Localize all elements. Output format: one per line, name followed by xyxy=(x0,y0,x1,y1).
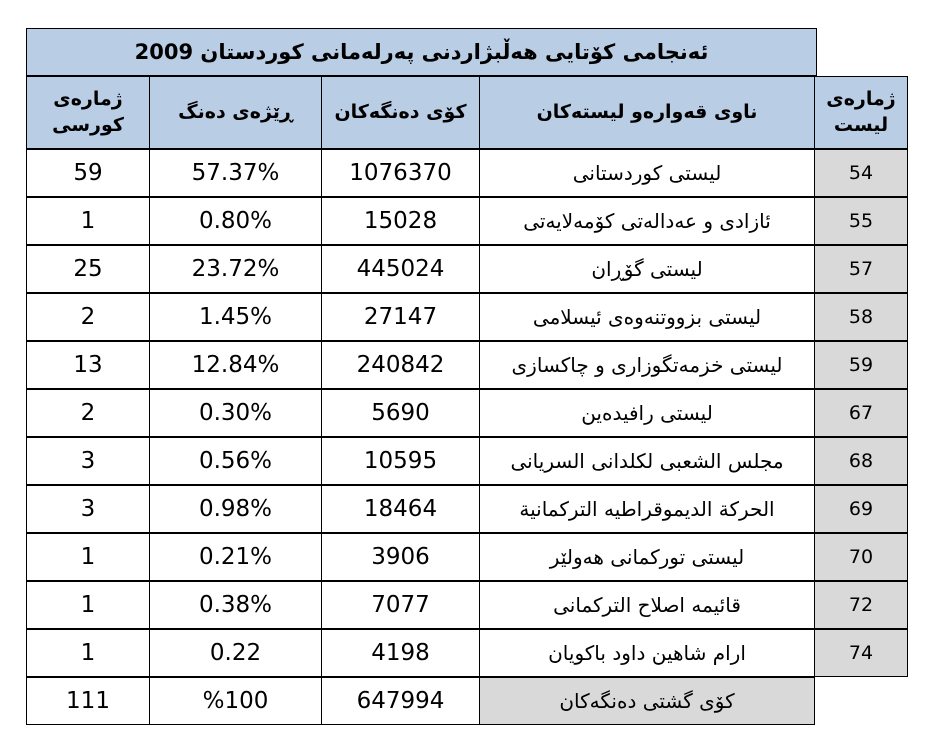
list-number-cell: 59 xyxy=(814,341,908,389)
list-number-cell: 58 xyxy=(814,293,908,341)
seats-cell: 1 xyxy=(26,197,150,245)
seats-cell: 25 xyxy=(26,245,150,293)
votes-cell: 240842 xyxy=(321,341,480,389)
header-seats: ژمارەی کورسی xyxy=(26,76,150,149)
votes-cell: 1076370 xyxy=(321,149,480,197)
list-number-cell: 74 xyxy=(814,629,908,677)
header-name: ناوی قەوارەو لیستەکان xyxy=(479,76,815,149)
list-number-cell: 57 xyxy=(814,245,908,293)
percent-cell: 0.80% xyxy=(149,197,322,245)
votes-cell: 445024 xyxy=(321,245,480,293)
votes-cell: 15028 xyxy=(321,197,480,245)
votes-cell: 10595 xyxy=(321,437,480,485)
list-name-cell: ارام شاهین داود باکویان xyxy=(479,629,815,677)
seats-cell: 2 xyxy=(26,293,150,341)
list-number-cell: 54 xyxy=(814,149,908,197)
total-seats-cell: 111 xyxy=(26,677,150,725)
list-number-cell: 70 xyxy=(814,533,908,581)
votes-cell: 3906 xyxy=(321,533,480,581)
list-name-cell: الحرکة الدیموقراطیه الترکمانیة xyxy=(479,485,815,533)
list-name-cell: لیستی گۆڕان xyxy=(479,245,815,293)
seats-cell: 59 xyxy=(26,149,150,197)
percent-cell: 23.72% xyxy=(149,245,322,293)
list-name-cell: لیستی رافیدەین xyxy=(479,389,815,437)
seats-cell: 3 xyxy=(26,437,150,485)
list-number-cell: 69 xyxy=(814,485,908,533)
percent-cell: 12.84% xyxy=(149,341,322,389)
votes-cell: 5690 xyxy=(321,389,480,437)
total-percent-cell: %100 xyxy=(149,677,322,725)
seats-cell: 3 xyxy=(26,485,150,533)
list-name-cell: لیستی بزووتنەوەی ئیسلامی xyxy=(479,293,815,341)
percent-cell: 1.45% xyxy=(149,293,322,341)
votes-cell: 7077 xyxy=(321,581,480,629)
seats-cell: 13 xyxy=(26,341,150,389)
percent-cell: 57.37% xyxy=(149,149,322,197)
total-label-cell: کۆی گشتی دەنگەکان xyxy=(479,677,815,725)
list-number-cell: 55 xyxy=(814,197,908,245)
percent-cell: 0.38% xyxy=(149,581,322,629)
seats-cell: 1 xyxy=(26,533,150,581)
header-list-no: ژمارەی لیست xyxy=(814,76,908,149)
list-number-cell: 68 xyxy=(814,437,908,485)
table-title: ئەنجامی کۆتایی هەڵبژاردنی پەرلەمانی کوردستان 2009 xyxy=(26,28,817,76)
list-number-cell: 67 xyxy=(814,389,908,437)
list-name-cell: ئازادی و عەدالەتی کۆمەلایەتی xyxy=(479,197,815,245)
list-name-cell: قائیمه اصلاح الترکمانی xyxy=(479,581,815,629)
seats-cell: 1 xyxy=(26,581,150,629)
list-name-cell: لیستی کوردستانی xyxy=(479,149,815,197)
list-number-cell: 72 xyxy=(814,581,908,629)
seats-cell: 2 xyxy=(26,389,150,437)
percent-cell: 0.22 xyxy=(149,629,322,677)
votes-cell: 18464 xyxy=(321,485,480,533)
list-name-cell: لیستی خزمەتگوزاری و چاکسازی xyxy=(479,341,815,389)
header-votes: کۆی دەنگەکان xyxy=(321,76,480,149)
votes-cell: 4198 xyxy=(321,629,480,677)
list-name-cell: مجلس الشعبی لکلدانی السریانی xyxy=(479,437,815,485)
percent-cell: 0.56% xyxy=(149,437,322,485)
percent-cell: 0.98% xyxy=(149,485,322,533)
total-votes-cell: 647994 xyxy=(321,677,480,725)
seats-cell: 1 xyxy=(26,629,150,677)
percent-cell: 0.30% xyxy=(149,389,322,437)
percent-cell: 0.21% xyxy=(149,533,322,581)
list-name-cell: لیستی تورکمانی هەولێر xyxy=(479,533,815,581)
header-percent: ڕێژەی دەنگ xyxy=(149,76,322,149)
votes-cell: 27147 xyxy=(321,293,480,341)
